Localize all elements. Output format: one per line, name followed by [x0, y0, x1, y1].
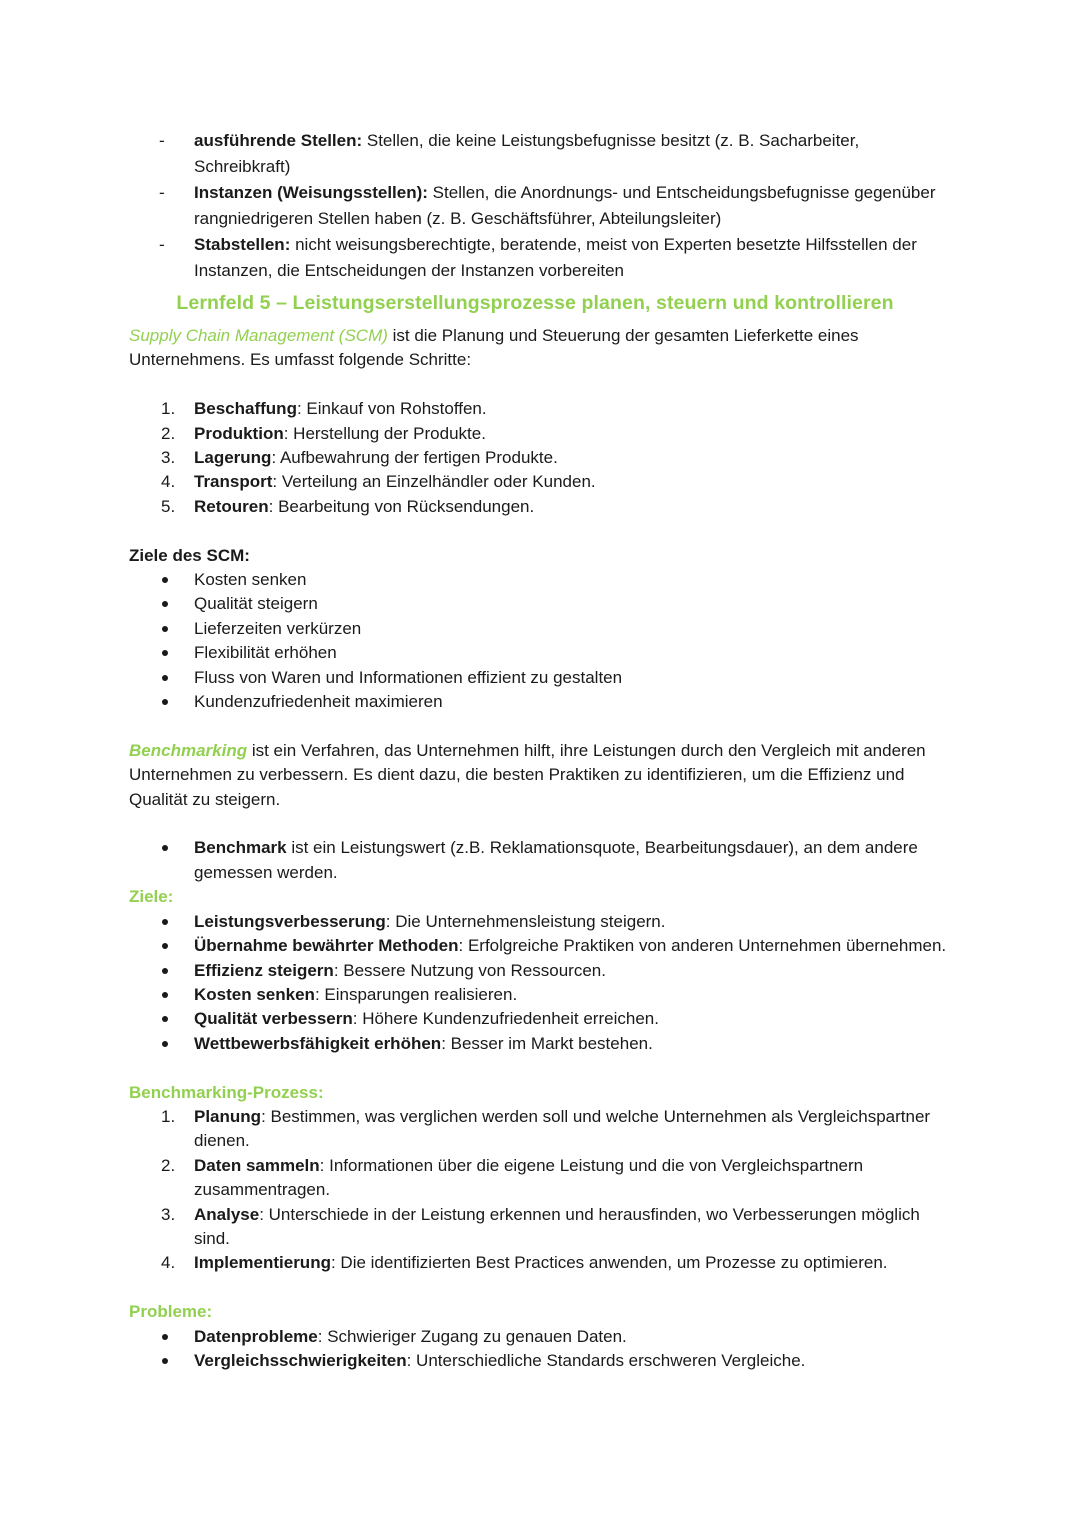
list-item: - ausführende Stellen: Stellen, die keine Leistungsbefugnisse besitzt (z. B. Sacharbeiter, Schreibkraft) [159, 131, 860, 176]
scm-steps-list [129, 397, 949, 519]
scm-goals-list [129, 568, 949, 714]
bullet-icon [162, 626, 168, 632]
list-item: Wettbewerbsfähigkeit erhöhen: Besser im Markt bestehen. [129, 1032, 949, 1056]
bullet-icon [162, 1358, 168, 1364]
scm-intro: Supply Chain Management (SCM) ist die Planung und Steuerung der gesamten Lieferkette eines Unternehmens. Es umfasst folgende Schritte: [129, 326, 859, 370]
bullet-icon [162, 919, 168, 925]
list-item: Kosten senken [129, 568, 949, 592]
list-item: Datenprobleme: Schwieriger Zugang zu genauen Daten. [129, 1325, 949, 1349]
bullet-icon [162, 1016, 168, 1022]
list-item: Qualität verbessern: Höhere Kundenzufriedenheit erreichen. [129, 1007, 949, 1031]
benchmark-definition [129, 836, 949, 885]
list-item: Lieferzeiten verkürzen [129, 617, 949, 641]
list-item: Qualität steigern [129, 592, 949, 616]
list-item: 4. Transport: Verteilung an Einzelhändler oder Kunden. [161, 472, 596, 492]
list-item: Vergleichsschwierigkeiten: Unterschiedliche Standards erschweren Vergleiche. [129, 1349, 949, 1373]
list-item: Kundenzufriedenheit maximieren [129, 690, 949, 714]
document-page [129, 128, 949, 1373]
list-item: Fluss von Waren und Informationen effizient zu gestalten [129, 666, 949, 690]
benchmarking-intro: Benchmarking ist ein Verfahren, das Unternehmen hilft, ihre Leistungen durch den Vergleich mit anderen Unternehmen zu verbessern. Es dient dazu, die besten Praktiken zu identifizieren, um die Effizienz und Qualität zu steigern. [129, 740, 926, 809]
list-item: 1. Planung: Bestimmen, was verglichen werden soll und welche Unternehmen als Vergleichspartner dienen. [161, 1106, 931, 1151]
bullet-icon [162, 943, 168, 949]
list-item: Benchmark ist ein Leistungswert (z.B. Reklamationsquote, Bearbeitungsdauer), an dem andere gemessen werden. [129, 836, 949, 885]
bullet-icon [162, 601, 168, 607]
bench-goals-list [129, 910, 949, 1056]
list-item: - Instanzen (Weisungsstellen): Stellen, die Anordnungs- und Entscheidungsbefugnisse gegenüber rangniedrigeren Stellen haben (z. B. Geschäftsführer, Abteilungsleiter) [159, 183, 936, 228]
bench-problems-list [129, 1325, 949, 1374]
bullet-icon [162, 968, 168, 974]
list-item: 5. Retouren: Bearbeitung von Rücksendungen. [161, 496, 535, 516]
bench-process-title: Benchmarking-Prozess: [129, 1082, 324, 1102]
list-item: Effizienz steigern: Bessere Nutzung von Ressourcen. [129, 959, 949, 983]
list-item: Flexibilität erhöhen [129, 641, 949, 665]
list-item: Kosten senken: Einsparungen realisieren. [129, 983, 949, 1007]
bullet-icon [162, 675, 168, 681]
bullet-icon [162, 650, 168, 656]
list-item: 3. Analyse: Unterschiede in der Leistung erkennen und herausfinden, wo Verbesserungen möglich sind. [161, 1204, 920, 1248]
list-item: Leistungsverbesserung: Die Unternehmensleistung steigern. [129, 910, 949, 934]
bullet-icon [162, 992, 168, 998]
bench-goals-title: Ziele: [129, 887, 174, 907]
section-heading: Lernfeld 5 – Leistungserstellungsprozesse planen, steuern und kontrollieren [176, 292, 894, 314]
list-item: 4. Implementierung: Die identifizierten Best Practices anwenden, um Prozesse zu optimieren. [161, 1253, 888, 1273]
bullet-icon [162, 577, 168, 583]
bench-problems-title: Probleme: [129, 1302, 213, 1322]
bullet-icon [162, 1334, 168, 1340]
stellen-list [129, 128, 949, 284]
list-item: 2. Produktion: Herstellung der Produkte. [161, 423, 486, 443]
bench-process-list [129, 1105, 949, 1276]
bullet-icon [162, 1041, 168, 1047]
bullet-icon [162, 845, 168, 851]
list-item: 3. Lagerung: Aufbewahrung der fertigen Produkte. [161, 448, 558, 468]
list-item: 1. Beschaffung: Einkauf von Rohstoffen. [161, 399, 487, 419]
list-item: Übernahme bewährter Methoden: Erfolgreiche Praktiken von anderen Unternehmen übernehmen. [129, 934, 949, 958]
scm-goals-title: Ziele des SCM: [129, 545, 250, 565]
list-item: 2. Daten sammeln: Informationen über die eigene Leistung und die von Vergleichspartnern zusammentragen. [161, 1155, 864, 1200]
list-item: - Stabstellen: nicht weisungsberechtigte, beratende, meist von Experten besetzte Hilfsstellen der Instanzen, die Entscheidungen der Instanzen vorbereiten [159, 235, 917, 280]
bullet-icon [162, 699, 168, 705]
